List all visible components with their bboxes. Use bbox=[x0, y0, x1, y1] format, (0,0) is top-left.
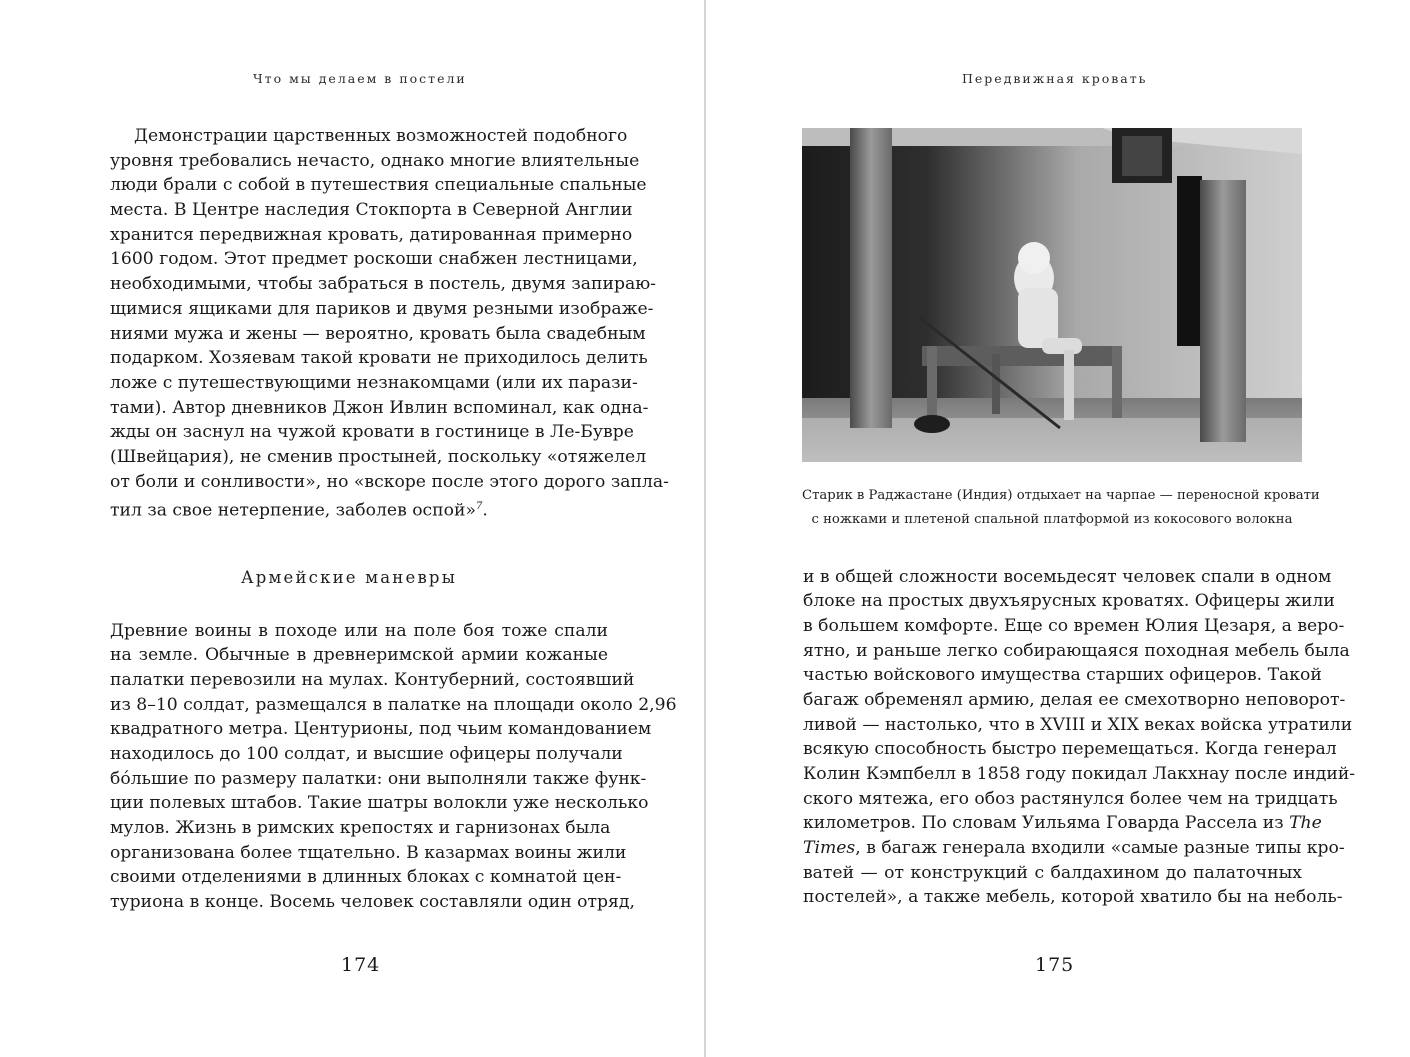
right-page bbox=[706, 0, 1410, 1057]
text-span: тил за свое нетерпение, заболев оспой» bbox=[110, 500, 476, 521]
text-line: ложе с путешествующими незнакомцами (или их парази- bbox=[110, 373, 638, 393]
text-line: тами). Автор дневников Джон Ивлин вспоминал, как одна- bbox=[110, 398, 649, 418]
text-span: , в багаж генерала входили «самые разные типы кро- bbox=[855, 838, 1345, 858]
text-line: необходимыми, чтобы забраться в постель, двумя запираю- bbox=[110, 274, 656, 294]
running-head-left: Что мы делаем в постели bbox=[253, 71, 467, 86]
text-line: ятно, и раньше легко собирающаяся походная мебель была bbox=[803, 641, 1350, 661]
left-page bbox=[0, 0, 704, 1057]
text-line: люди брали с собой в путешествия специальные спальные bbox=[110, 175, 647, 195]
text-line: от боли и сонливости», но «вскоре после этого дорого запла- bbox=[110, 472, 669, 492]
text-line bbox=[803, 811, 1322, 836]
text-span: километров. По словам Уильяма Говарда Рассела из bbox=[803, 813, 1290, 833]
photo-caption-line: Старик в Раджастане (Индия) отдыхает на чарпае — переносной кровати bbox=[802, 488, 1320, 503]
text-line: ниями мужа и жены — вероятно, кровать была свадебным bbox=[110, 324, 646, 344]
text-line: (Швейцария), не сменив простыней, поскольку «отяжелел bbox=[110, 447, 647, 467]
text-line: квадратного метра. Центурионы, под чьим командованием bbox=[110, 719, 652, 739]
text-line: постелей», а также мебель, которой хватило бы на неболь- bbox=[803, 887, 1343, 907]
page-number-right: 175 bbox=[1035, 954, 1075, 976]
text-line: 1600 годом. Этот предмет роскоши снабжен лестницами, bbox=[110, 249, 638, 269]
photo-old-man-on-charpai bbox=[802, 128, 1302, 462]
text-line bbox=[803, 836, 1345, 861]
text-line: частью войскового имущества старших офицеров. Такой bbox=[803, 665, 1322, 685]
text-line: своими отделениями в длинных блоках с комнатой цен- bbox=[110, 867, 622, 887]
italic-newspaper-title: The bbox=[1289, 813, 1322, 833]
text-line: Древние воины в походе или на поле боя тоже спали bbox=[110, 621, 608, 641]
text-line: места. В Центре наследия Стокпорта в Северной Англии bbox=[110, 200, 633, 220]
photo-caption-line: с ножками и плетеной спальной платформой из кокосового волокна bbox=[811, 512, 1293, 527]
text-line: хранится передвижная кровать, датированная примерно bbox=[110, 225, 633, 245]
text-line: организована более тщательно. В казармах воины жили bbox=[110, 843, 627, 863]
italic-newspaper-title: Times bbox=[803, 838, 856, 858]
text-line: ции полевых штабов. Такие шатры волокли уже несколько bbox=[110, 793, 649, 813]
text-span: . bbox=[482, 500, 488, 521]
text-line: багаж обременял армию, делая ее смехотворно неповорот- bbox=[803, 690, 1346, 710]
text-line: подарком. Хозяевам такой кровати не приходилось делить bbox=[110, 348, 648, 368]
text-line: и в общей сложности восемьдесят человек спали в одном bbox=[803, 567, 1332, 587]
text-line: находилось до 100 солдат, и высшие офицеры получали bbox=[110, 744, 623, 764]
text-line: на земле. Обычные в древнеримской армии кожаные bbox=[110, 645, 608, 665]
text-line: туриона в конце. Восемь человек составляли один отряд, bbox=[110, 892, 635, 912]
text-line: ского мятежа, его обоз растянулся более чем на тридцать bbox=[803, 789, 1338, 809]
text-line: в большем комфорте. Еще со времен Юлия Цезаря, а веро- bbox=[803, 616, 1345, 636]
text-line: жды он заснул на чужой кровати в гостинице в Ле-Бувре bbox=[110, 422, 634, 442]
text-line: ливой — настолько, что в XVIII и XIX веках войска утратили bbox=[803, 715, 1353, 735]
running-head-right: Передвижная кровать bbox=[962, 71, 1148, 86]
text-line: Демонстрации царственных возможностей подобного bbox=[134, 126, 628, 146]
text-line-last bbox=[110, 494, 488, 519]
footnote-marker[interactable]: 7 bbox=[475, 501, 483, 512]
page-number-left: 174 bbox=[341, 954, 381, 976]
text-line: мулов. Жизнь в римских крепостях и гарнизонах была bbox=[110, 818, 611, 838]
text-line: ватей — от конструкций с балдахином до палаточных bbox=[803, 863, 1302, 883]
text-line: блоке на простых двухъярусных кроватях. Офицеры жили bbox=[803, 591, 1335, 611]
section-heading: Армейские маневры bbox=[241, 568, 458, 587]
text-line: щимися ящиками для париков и двумя резными изображе- bbox=[110, 299, 654, 319]
photo-illustration bbox=[802, 128, 1302, 462]
text-line: палатки перевозили на мулах. Контуберний, состоявший bbox=[110, 670, 635, 690]
text-line: из 8–10 солдат, размещался в палатке на площади около 2,96 bbox=[110, 695, 677, 715]
text-line: бóльшие по размеру палатки: они выполняли также функ- bbox=[110, 769, 647, 789]
text-line: Колин Кэмпбелл в 1858 году покидал Лакхнау после индий- bbox=[803, 764, 1356, 784]
text-line: уровня требовались нечасто, однако многие влиятельные bbox=[110, 151, 640, 171]
text-line: всякую способность быстро перемещаться. Когда генерал bbox=[803, 739, 1337, 759]
